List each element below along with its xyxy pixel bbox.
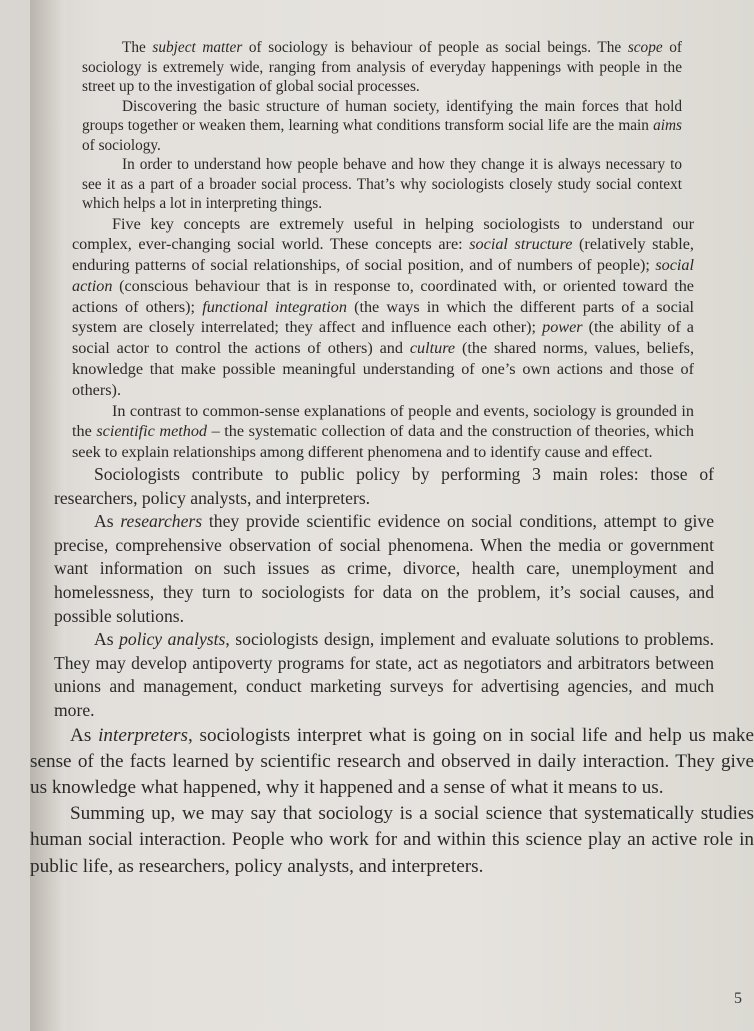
- paragraph-key-concepts: [30, 214, 754, 401]
- italic-term: social action: [72, 256, 694, 295]
- text-run: , sociologists design, implement and evaluate solutions to problems. They may develop antipoverty programs for state, act as negotiators and arbitrators between unions and management, conduct marketing surveys for advertising agencies, and much more.: [54, 629, 715, 720]
- paragraph-aims: [30, 97, 754, 156]
- text-run: of sociology is behaviour of people as social beings. The: [242, 39, 628, 56]
- text-run: (conscious behaviour that is in response to, coordinated with, or oriented toward the actions of others);: [72, 276, 694, 316]
- text-run: Sociologists contribute to public policy by performing 3 main roles: those of researchers, policy analysts, and interpreters.: [54, 464, 714, 508]
- text-run: , sociologists interpret what is going on in social life and help us make sense of the facts learned by scientific research and observed in daily interaction. They give us knowledge what happened, why it happened and a sense of what it means to us.: [30, 724, 754, 798]
- text-run: Summing up, we may say that sociology is a social science that systematically studies human social interaction. People who work for and within this science play an active role in public life, as researchers, policy analysts, and interpreters.: [30, 803, 754, 877]
- italic-term: subject matter: [152, 39, 243, 56]
- text-run: they provide scientific evidence on social conditions, attempt to give precise, comprehensive observation of social phenomena. When the media or government want information on such issues as crime, divorce, health care, unemployment and homelessness, they turn to sociologists for data on the problem, it’s social causes, and possible solutions.: [54, 511, 715, 626]
- text-run: (the ability of a social actor to control the actions of others) and: [72, 318, 694, 358]
- italic-term: aims: [653, 117, 682, 134]
- text-run: of sociology.: [82, 136, 161, 154]
- italic-term: interpreters: [98, 724, 188, 746]
- italic-term: researchers: [120, 511, 203, 532]
- paragraph-scientific-method: [30, 401, 754, 463]
- text-run: – the systematic collection of data and the construction of theories, which seek to explain relationships among different phenomena and to identify cause and effect.: [72, 422, 694, 462]
- text-run: of sociology is extremely wide, ranging from analysis of everyday happenings with people in the street up to the investigation of global social processes.: [82, 39, 683, 95]
- book-page: [30, 0, 754, 1031]
- paragraph-researchers: [30, 510, 754, 628]
- text-run: As: [70, 724, 99, 746]
- text-run: (relatively stable, enduring patterns of social relationships, of social position, and of numbers of people);: [72, 235, 694, 275]
- paragraph-policy-analysts: [30, 628, 754, 722]
- italic-term: scope: [627, 39, 663, 56]
- italic-term: policy analysts: [119, 629, 226, 650]
- text-run: (the ways in which the different parts of a social system are closely interrelated; they affect and influence each other);: [72, 297, 694, 337]
- italic-term: power: [542, 318, 583, 337]
- paragraph-public-policy: [30, 463, 754, 510]
- text-run: The: [122, 39, 153, 56]
- text-run: In order to understand how people behave and how they change it is always necessary to see it as a part of a broader social process. That’s why sociologists closely study social context which helps a lot in interpreting things.: [82, 156, 682, 212]
- italic-term: scientific method: [96, 422, 208, 441]
- paragraph-social-context: [30, 155, 754, 214]
- text-run: In contrast to common-sense explanations of people and events, sociology is grounded in the: [72, 401, 694, 441]
- page-number: 5: [734, 990, 742, 1007]
- text-run: As: [94, 629, 120, 650]
- italic-term: social structure: [469, 235, 573, 254]
- text-run: As: [94, 511, 121, 532]
- text-run: Five key concepts are extremely useful in helping sociologists to understand our complex, ever-changing social world. These concepts are:: [72, 214, 694, 254]
- page-text: [30, 38, 754, 880]
- italic-term: functional integration: [202, 297, 347, 316]
- text-run: Discovering the basic structure of human society, identifying the main forces that hold groups together or weaken them, learning what conditions transform social life are the main: [82, 97, 682, 134]
- paragraph-subject-matter: [30, 38, 754, 97]
- paragraph-interpreters: [30, 723, 754, 802]
- text-run: (the shared norms, values, beliefs, knowledge that make possible meaningful understanding of one’s own actions and those of others).: [72, 339, 694, 399]
- paragraph-summary: [30, 801, 754, 880]
- italic-term: culture: [409, 339, 456, 358]
